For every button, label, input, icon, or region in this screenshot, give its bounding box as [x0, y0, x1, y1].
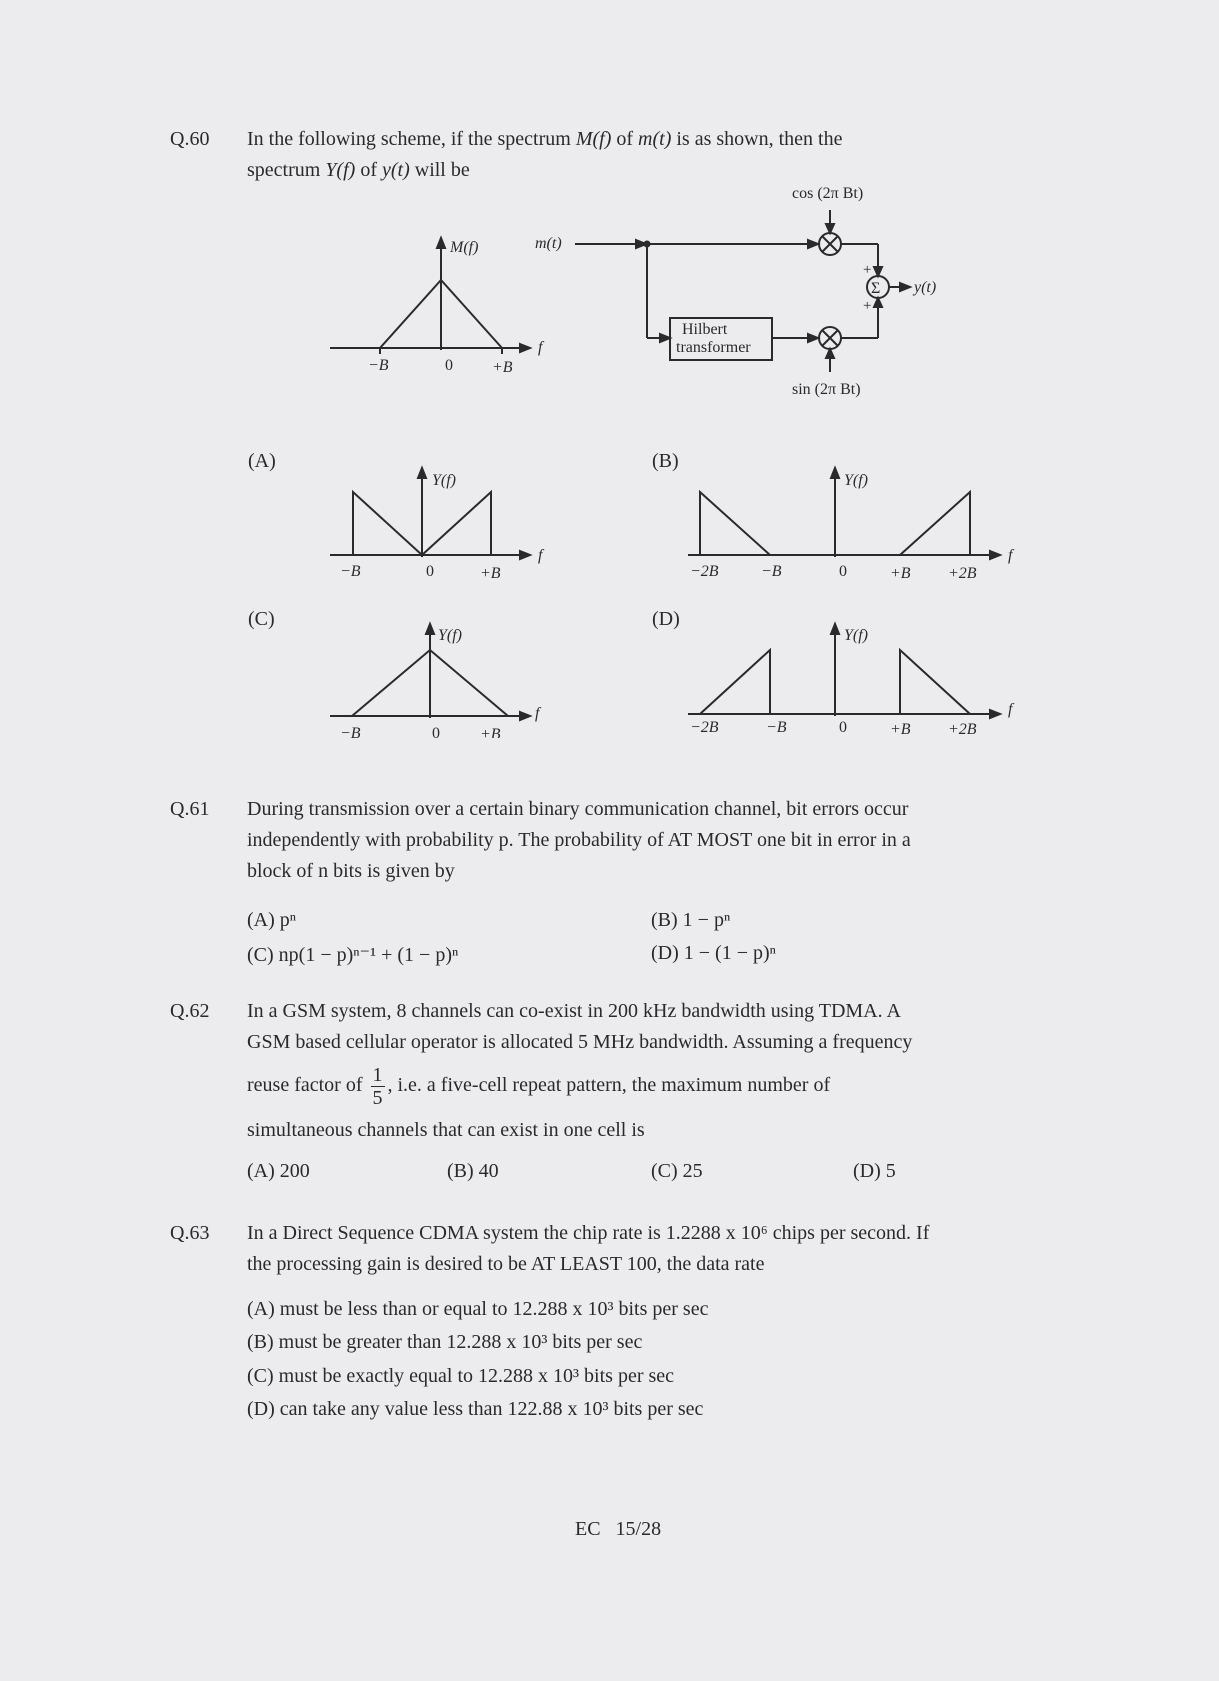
sin-carrier-arrow: [826, 349, 834, 358]
q60-block-diagram: [330, 180, 970, 410]
plus-top: +: [863, 262, 872, 278]
page-footer: EC 15/28: [575, 1518, 662, 1540]
sigma-label: Σ: [871, 280, 881, 297]
cos-label: cos (2π Bt): [792, 185, 864, 202]
opt-b-neg-b: −B: [761, 563, 782, 580]
hilbert-label-2: transformer: [676, 339, 751, 356]
q61-line3: block of n bits is given by: [247, 860, 455, 882]
opt-d-zero: 0: [839, 719, 847, 736]
mf-f-axis-arrow: [520, 344, 530, 352]
q63-option-a[interactable]: (A) must be less than or equal to 12.288 x 10³ bits per sec: [247, 1298, 709, 1320]
opt-a-pos-b: +B: [480, 565, 501, 580]
q60-option-c-plot: [330, 618, 560, 738]
q61-line1: During transmission over a certain binary communication channel, bit errors occur: [247, 798, 909, 820]
q63-number: Q.63: [170, 1222, 210, 1244]
cos-carrier-arrow: [826, 224, 834, 233]
q60-text: [247, 124, 1037, 186]
opt-b-yf: Y(f): [844, 472, 868, 489]
q63-option-d[interactable]: (D) can take any value less than 122.88 x 10³ bits per sec: [247, 1398, 704, 1420]
q61-line2: independently with probability p. The probability of AT MOST one bit in error in a: [247, 829, 911, 851]
q63-line1: In a Direct Sequence CDMA system the chip rate is 1.2288 x 10⁶ chips per second. If: [247, 1222, 930, 1244]
opt-d-neg-b: −B: [766, 719, 787, 736]
q61-option-b[interactable]: (B) 1 − pⁿ: [651, 909, 731, 931]
q60-option-c-label: (C): [248, 608, 275, 630]
q61-number: Q.61: [170, 798, 210, 820]
mf-zero: 0: [445, 357, 453, 374]
opt-d-pos-2b: +2B: [948, 721, 977, 738]
q60-option-d-label: (D): [652, 608, 680, 630]
q62-text: [247, 996, 1047, 1146]
q63-line2: the processing gain is desired to be AT LEAST 100, the data rate: [247, 1253, 765, 1275]
q62-line1: In a GSM system, 8 channels can co-exist in 200 kHz bandwidth using TDMA. A: [247, 1000, 901, 1022]
q60-option-d-plot: [678, 618, 1028, 738]
q60-line2: spectrum Y(f) of y(t) will be: [247, 159, 470, 181]
opt-c-neg-b: −B: [340, 725, 361, 738]
hilbert-label-1: Hilbert: [682, 321, 728, 338]
opt-b-pos-2b: +2B: [948, 565, 977, 580]
mf-neg-b: −B: [368, 357, 389, 374]
q62-option-b[interactable]: (B) 40: [447, 1160, 499, 1182]
sin-label: sin (2π Bt): [792, 381, 861, 398]
mf-y-axis-arrow: [437, 238, 445, 248]
lower-branch-arrow: [660, 334, 670, 342]
q62-option-c[interactable]: (C) 25: [651, 1160, 703, 1182]
q61-option-a[interactable]: (A) pⁿ: [247, 909, 297, 931]
mf-f-label: f: [538, 339, 543, 356]
opt-a-f: f: [538, 547, 543, 564]
q60-line1: In the following scheme, if the spectrum M(f) of m(t) is as shown, then the: [247, 128, 843, 150]
q62-option-a[interactable]: (A) 200: [247, 1160, 310, 1182]
sin-out-arrow: [874, 298, 882, 307]
mf-label: M(f): [450, 239, 479, 256]
q60-option-a-plot: [330, 460, 560, 580]
q63-text: [247, 1218, 1057, 1280]
hilbert-out-arrow: [808, 334, 818, 342]
q62-line3: reuse factor of $\frac{1}{5}$ , i.e. a five-cell repeat pattern, the maximum number of: [247, 1064, 831, 1109]
q60-option-a-label: (A): [248, 450, 276, 472]
plus-bottom: +: [863, 298, 872, 314]
q60-option-b-plot: [678, 460, 1028, 580]
opt-c-zero: 0: [432, 725, 440, 738]
opt-d-pos-b: +B: [890, 721, 911, 738]
opt-d-yf: Y(f): [844, 627, 868, 644]
opt-a-yf: Y(f): [432, 472, 456, 489]
q63-option-b[interactable]: (B) must be greater than 12.288 x 10³ bits per sec: [247, 1331, 643, 1353]
opt-a-neg-b: −B: [340, 563, 361, 580]
q61-text: [247, 794, 1047, 887]
opt-d-neg-2b: −2B: [690, 719, 719, 736]
opt-a-zero: 0: [426, 563, 434, 580]
q60-number: Q.60: [170, 128, 210, 150]
yt-label: y(t): [914, 279, 937, 296]
q62-line2: GSM based cellular operator is allocated 5 MHz bandwidth. Assuming a frequency: [247, 1031, 913, 1053]
opt-b-pos-b: +B: [890, 565, 911, 580]
opt-b-zero: 0: [839, 563, 847, 580]
q61-option-d[interactable]: (D) 1 − (1 − p)ⁿ: [651, 942, 776, 964]
q60-option-b-label: (B): [652, 450, 679, 472]
cos-out-arrow: [874, 267, 882, 276]
opt-c-pos-b: +B: [480, 726, 501, 738]
opt-d-f: f: [1008, 701, 1013, 718]
summer-out-arrow: [900, 283, 910, 291]
opt-b-f: f: [1008, 547, 1013, 564]
upper-branch-arrow: [808, 240, 818, 248]
opt-c-f: f: [535, 705, 540, 722]
opt-b-neg-2b: −2B: [690, 563, 719, 580]
q63-option-c[interactable]: (C) must be exactly equal to 12.288 x 10³ bits per sec: [247, 1365, 675, 1387]
mf-pos-b: +B: [492, 359, 513, 376]
q62-number: Q.62: [170, 1000, 210, 1022]
mt-label: m(t): [535, 235, 562, 252]
q62-fraction: $\frac{1}{5}$: [372, 1064, 383, 1109]
q61-option-c[interactable]: (C) np(1 − p)ⁿ⁻¹ + (1 − p)ⁿ: [247, 944, 459, 966]
q62-option-d[interactable]: (D) 5: [853, 1160, 896, 1182]
q62-line4: simultaneous channels that can exist in one cell is: [247, 1119, 645, 1141]
opt-c-yf: Y(f): [438, 627, 462, 644]
